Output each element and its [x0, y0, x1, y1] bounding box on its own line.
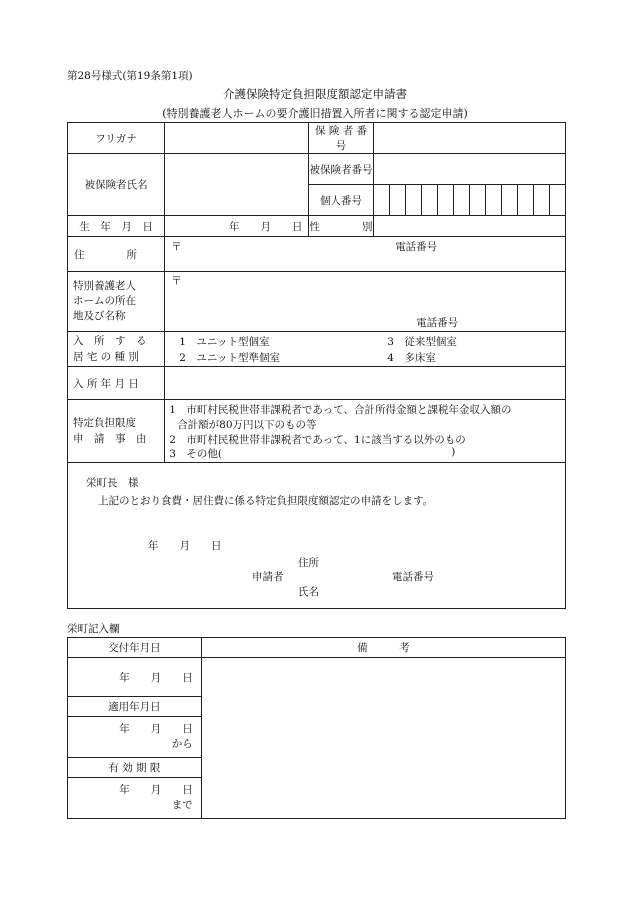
- insurer-number-label: 保 険 者 番 号: [309, 123, 373, 154]
- applicant-phone-label: 電話番号: [392, 571, 434, 583]
- reason-label: 特定負担限度 申 請 事 由: [68, 400, 165, 463]
- insured-name-label: 被保険者氏名: [68, 154, 165, 216]
- applicant-label: 申請者: [252, 571, 284, 583]
- personal-number-digit[interactable]: [373, 185, 389, 216]
- insured-number-label: 被保険者番号: [309, 154, 373, 185]
- personal-number-digit[interactable]: [389, 185, 405, 216]
- admission-date-field[interactable]: [165, 367, 566, 400]
- personal-number-digit[interactable]: [533, 185, 549, 216]
- residence-type-label: 入 所 す る 居 宅 の 種 別: [68, 332, 165, 367]
- applicable-date-header: 適用年月日: [68, 697, 202, 717]
- applicant-address-label: 住所: [298, 557, 319, 569]
- furigana-label: フリガナ: [68, 123, 165, 154]
- remarks-field[interactable]: [201, 658, 565, 819]
- office-section-title: 栄町記入欄: [67, 623, 120, 635]
- applicant-name-label: 氏名: [298, 586, 319, 598]
- issue-date-header: 交付年月日: [68, 638, 202, 658]
- declaration-date[interactable]: 年 月 日: [148, 540, 222, 552]
- personal-number-digit[interactable]: [501, 185, 517, 216]
- sex-field[interactable]: [373, 216, 565, 237]
- personal-number-digit[interactable]: [469, 185, 485, 216]
- remarks-header: 備 考: [201, 638, 565, 658]
- applicable-date-field[interactable]: 年 月 日 から: [68, 717, 202, 758]
- residence-option[interactable]: 2 ユニット型準個室: [179, 352, 280, 364]
- application-table: [67, 122, 566, 609]
- form-title: 介護保険特定負担限度額認定申請書: [223, 87, 407, 101]
- personal-number-digit[interactable]: [437, 185, 453, 216]
- reason-option-continued: 合計額が80万円以下のもの等: [177, 419, 317, 431]
- form-subtitle: (特別養護老人ホームの要介護旧措置入所者に関する認定申請): [162, 107, 468, 120]
- reason-option[interactable]: 2 市町村民税世帯非課税者であって、1に該当する以外のもの: [169, 434, 466, 446]
- office-table: [67, 637, 566, 819]
- form-number: 第28号様式(第19条第1項): [67, 70, 193, 82]
- until-label: まで: [171, 799, 193, 811]
- residence-option[interactable]: 1 ユニット型個室: [179, 336, 270, 348]
- insured-number-field[interactable]: [373, 154, 565, 185]
- declaration-box: [68, 463, 566, 609]
- facility-phone-label: 電話番号: [416, 317, 459, 329]
- personal-number-label: 個人番号: [309, 185, 373, 216]
- insured-name-field[interactable]: [165, 154, 309, 216]
- personal-number-digit[interactable]: [549, 185, 565, 216]
- personal-number-digit[interactable]: [453, 185, 469, 216]
- postal-mark: 〒: [171, 275, 182, 287]
- residence-type-options: [165, 332, 566, 367]
- residence-option[interactable]: 3 従来型個室: [387, 336, 457, 348]
- insurer-number-field[interactable]: [373, 123, 565, 154]
- furigana-field[interactable]: [165, 123, 309, 154]
- address-phone-label: 電話番号: [395, 241, 438, 253]
- reason-other-close: ): [451, 446, 456, 458]
- sex-label: 性 別: [309, 216, 373, 237]
- residence-option[interactable]: 4 多床室: [387, 352, 436, 364]
- addressee: 栄町長 様: [86, 477, 139, 489]
- personal-number-digit[interactable]: [405, 185, 421, 216]
- personal-number-digit[interactable]: [485, 185, 501, 216]
- declaration-statement: 上記のとおり食費・居住費に係る特定負担限度額認定の申請をします。: [98, 495, 434, 507]
- personal-number-digit[interactable]: [421, 185, 437, 216]
- from-label: から: [171, 738, 193, 750]
- postal-mark: 〒: [171, 241, 182, 253]
- birthdate-field[interactable]: 年 月 日: [165, 216, 309, 237]
- validity-field[interactable]: 年 月 日 まで: [68, 778, 202, 819]
- facility-label: 特別養護老人 ホームの所在 地及び名称: [68, 272, 165, 332]
- reason-option[interactable]: 1 市町村民税世帯非課税者であって、合計所得金額と課税年金収入額の: [169, 404, 512, 416]
- address-label: 住 所: [68, 237, 165, 272]
- validity-header: 有 効 期 限: [68, 758, 202, 778]
- facility-field[interactable]: [165, 272, 566, 332]
- address-field[interactable]: [165, 237, 566, 272]
- reason-options: [165, 400, 566, 463]
- reason-option[interactable]: 3 その他(: [169, 448, 222, 460]
- admission-date-label: 入 所 年 月 日: [68, 367, 165, 400]
- issue-date-field[interactable]: 年 月 日: [68, 658, 202, 697]
- birthdate-label: 生 年 月 日: [68, 216, 165, 237]
- personal-number-digit[interactable]: [517, 185, 533, 216]
